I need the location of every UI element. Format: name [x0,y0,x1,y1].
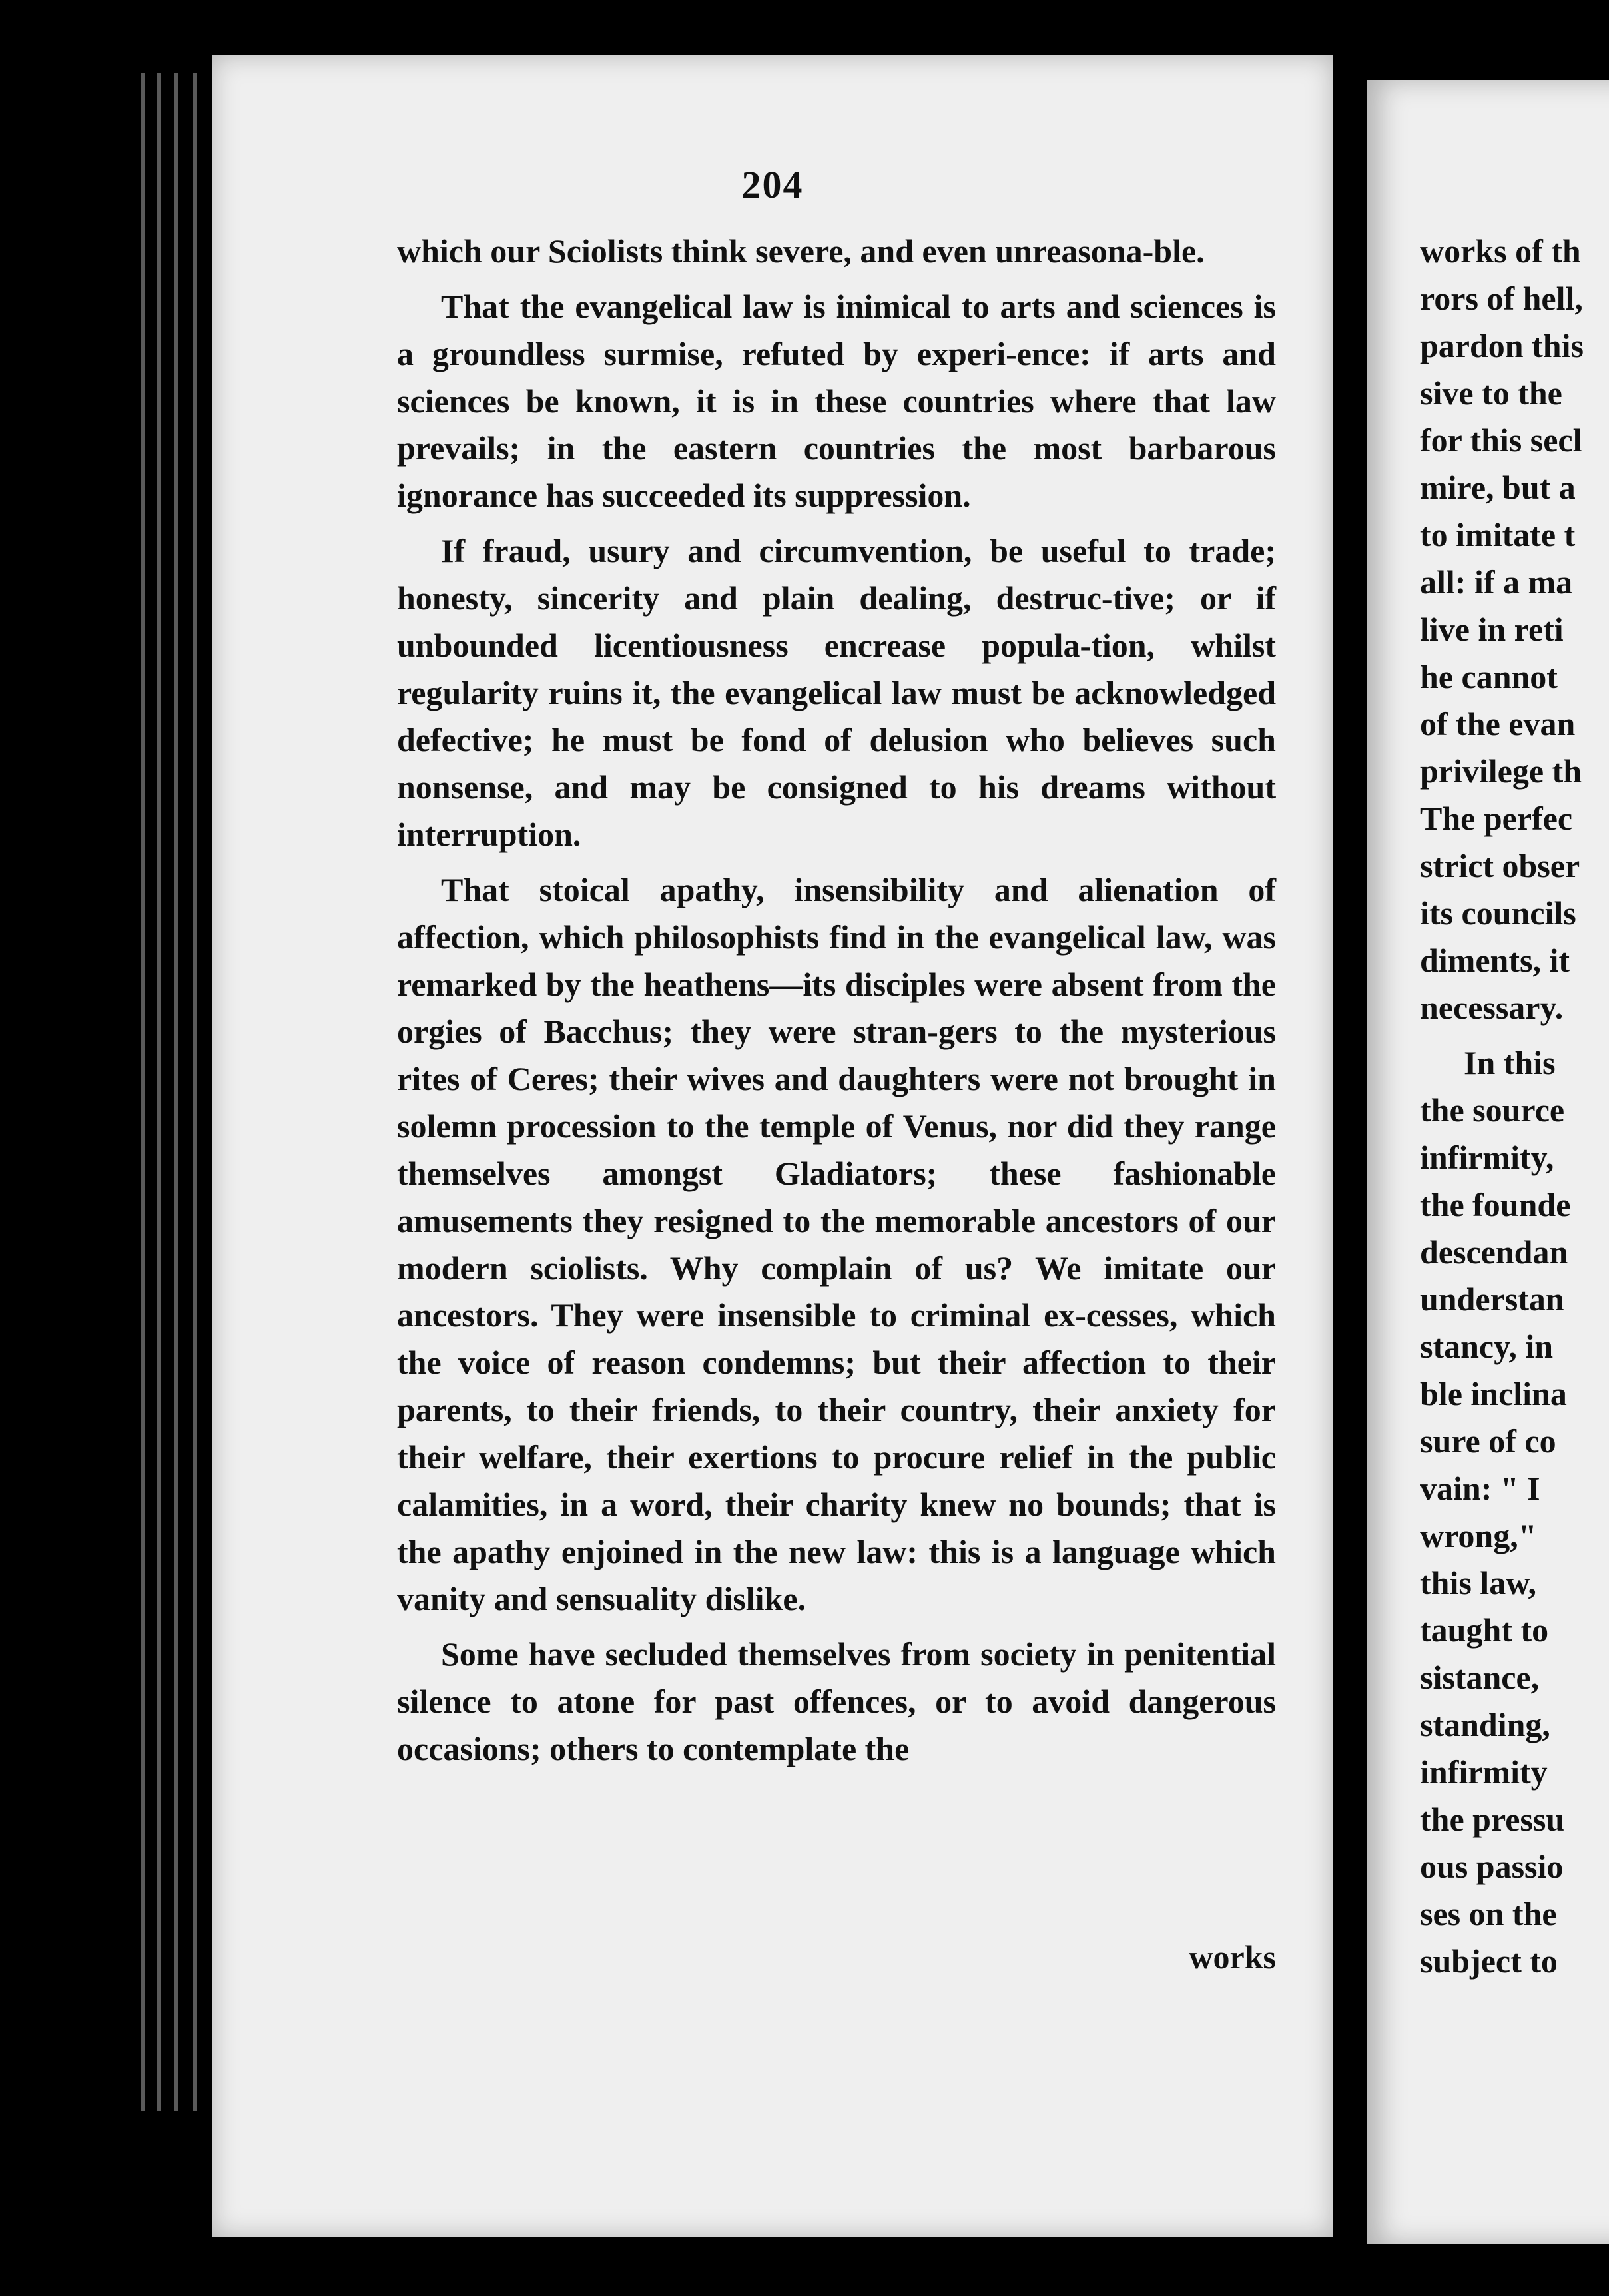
right-page-line: this law, [1420,1564,1537,1601]
binding-edge [193,73,197,2111]
binding-edge [141,73,145,2111]
right-page-line: its councils [1420,894,1576,932]
right-page-line: ous passio [1420,1848,1564,1885]
right-page-line: wrong," [1420,1517,1537,1554]
right-page-line: ses on the [1420,1895,1557,1932]
paragraph: Some have secluded themselves from society in penitential silence to atone for past offences, or to avoid dangerous occasions; others to contemplate the [397,1635,1276,1767]
right-page-line: the source [1420,1091,1565,1129]
paragraph: If fraud, usury and circumvention, be useful to trade; honesty, sincerity and plain dealing, destruc-tive; or if unbounded licentiousness encrease popula-tion, whilst regularity ruins it, the evangelical law must be acknowledged defective; he must be fond of delusion who believes such nonsense, and may be consigned to his dreams without interruption. [397,532,1276,853]
right-page-line: taught to [1420,1611,1549,1649]
right-page-line: for this secl [1420,422,1582,459]
right-page-line: diments, it [1420,942,1570,979]
right-page-line: works of th [1420,232,1581,270]
paragraph: That stoical apathy, insensibility and alienation of affection, which philosophists find in the evangelical law, was remarked by the heathens—its disciples were absent from the orgies of Bacchus; they were stran-gers to the mysterious rites of Ceres; their wives and daughters were not brought in solemn procession to the temple of Venus, nor did they range themselves amongst Gladiators; these fashionable amusements they resigned to the memorable ancestors of our modern sciolists. Why complain of us? We imitate our ancestors. They were insensible to criminal ex-cesses, which the voice of reason condemns; but their affection to their parents, to their friends, to their country, their anxiety for their welfare, their exertions to procure relief in the public calamities, in a word, their charity knew no bounds; that is the apathy enjoined in the new law: this is a language which vanity and sensuality dislike. [397,871,1276,1617]
right-page-line: subject to [1420,1942,1558,1980]
right-page [1367,80,1609,2244]
right-page-line: the founde [1420,1186,1571,1223]
right-page-line: stancy, in [1420,1328,1554,1365]
catchword: works [1189,1938,1276,1976]
right-page-line: sure of co [1420,1422,1556,1460]
binding-edge [174,73,178,2111]
right-page-line: sive to the [1420,374,1562,412]
paragraph: which our Sciolists think severe, and even unreasona-ble. [397,232,1205,270]
right-page-line: pardon this [1420,327,1584,364]
right-page-line: the pressu [1420,1801,1565,1838]
right-page-line: all: if a ma [1420,563,1573,601]
right-page-line: In this [1464,1044,1556,1081]
left-page-body [397,228,1276,1781]
page-number: 204 [741,163,804,206]
right-page-line: understan [1420,1281,1564,1318]
right-page-line: infirmity [1420,1753,1548,1791]
right-page-line: he cannot [1420,658,1558,695]
binding-edge [157,73,161,2111]
right-page-line: sistance, [1420,1659,1540,1696]
paragraph: That the evangelical law is inimical to arts and sciences is a groundless surmise, refuted by experi-ence: if arts and sciences be known, it is in these countries where that law prevails; in the eastern countries the most barbarous ignorance has succeeded its suppression. [397,288,1276,514]
right-page-line: live in reti [1420,611,1564,648]
right-page-line: vain: " I [1420,1470,1540,1507]
right-page-line: privilege th [1420,752,1582,790]
right-page-line: mire, but a [1420,469,1576,506]
right-page-text [1420,228,1584,1985]
right-page-line: ble inclina [1420,1375,1567,1412]
right-page-line: descendan [1420,1233,1568,1271]
right-page-line: infirmity, [1420,1139,1554,1176]
right-page-line: standing, [1420,1706,1550,1743]
right-page-line: to imitate t [1420,516,1576,553]
right-page-line: The perfec [1420,800,1573,837]
right-page-line: of the evan [1420,705,1576,742]
right-page-line: necessary. [1420,989,1564,1026]
right-page-line: strict obser [1420,847,1580,884]
right-page-line: rors of hell, [1420,280,1583,317]
